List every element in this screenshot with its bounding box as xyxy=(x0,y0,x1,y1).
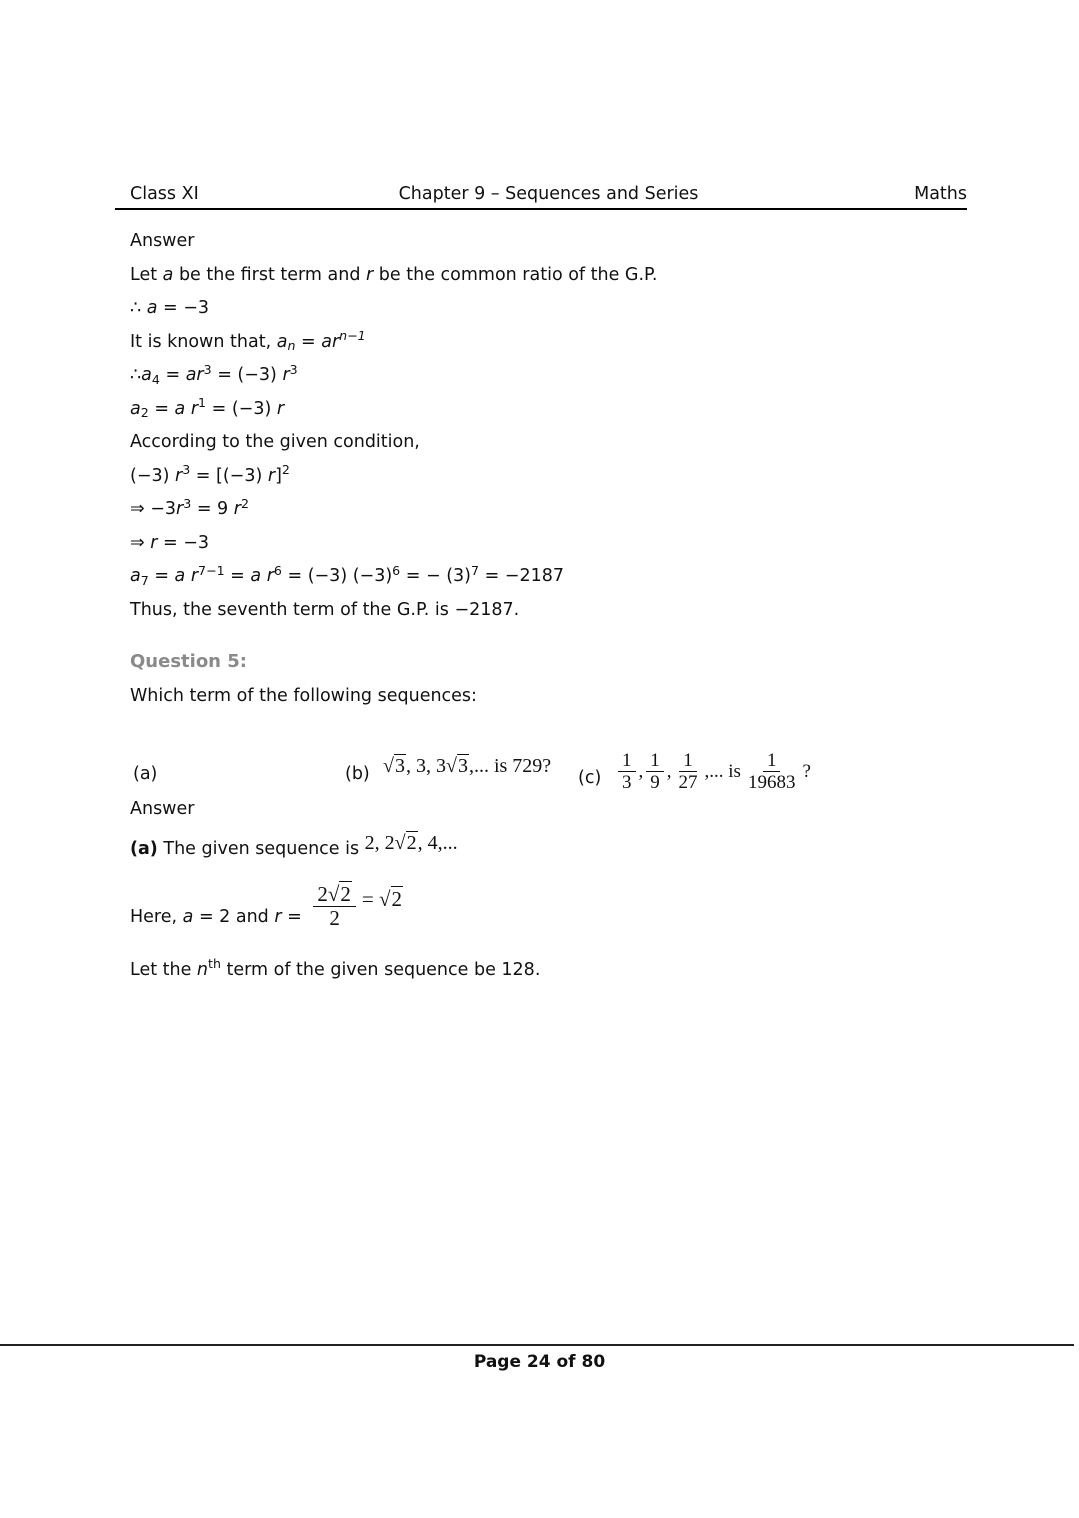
solution-line: ⇒ r = −3 xyxy=(130,532,210,553)
ratio-line: Here, a = 2 and r = $\frac{2√2}{2}$ = √2 xyxy=(130,881,403,931)
solution-line: $a_2 = a$ $r^1 = (-3)$ r xyxy=(130,395,285,421)
solution-line: Let a be the first term and r be the common ratio of the G.P. xyxy=(130,264,658,285)
header-chapter-title: Chapter 9 – Sequences and Series xyxy=(398,184,699,204)
solution-line: ∴ a = −3 xyxy=(130,298,210,318)
part-a-answer-line: (a) The given sequence is 2, 2√2, 4,... xyxy=(130,831,458,859)
part-label-c: (c) xyxy=(578,767,602,788)
page-number: Page 24 of 80 xyxy=(473,1352,606,1372)
footer-rule xyxy=(0,1344,1074,1346)
solution-conclusion: Thus, the seventh term of the G.P. is −2187. xyxy=(130,599,520,620)
solution-line: $\therefore a_4 = ar^3 = (-3)$ $r^3$ xyxy=(130,361,298,387)
question-heading: Question 5: xyxy=(130,650,247,672)
page-header xyxy=(115,184,967,210)
question-prompt: Which term of the following sequences: xyxy=(130,685,477,706)
header-class-label: Class XI xyxy=(130,184,199,204)
nth-term-line: Let the $n^{th}$ term of the given sequence be 128. xyxy=(130,956,541,980)
answer-heading: Answer xyxy=(130,798,195,819)
solution-line: $a_7 = a$ $r^{7-1} = a$ $r^6 = (-3) (-3)^6$ = − $(3)^7 = -2187$ xyxy=(130,562,565,588)
part-b-formula: √3, 3, 3√3,... is 729? xyxy=(383,754,552,777)
part-label-b: (b) xyxy=(345,763,370,784)
header-subject-label: Maths xyxy=(914,184,967,204)
page-content xyxy=(130,232,970,980)
solution-line: (−3) $r^3 = [(-3)$ r]$^2$ xyxy=(130,462,290,486)
solution-line: ⇒ $-3r^3 = 9$ $r^2$ xyxy=(130,495,249,519)
part-c-formula: $\frac{1}{3}$ , $\frac{1}{9}$ , $\frac{1}{27}$ ,... is $\frac{1}{19683}$ ? xyxy=(615,750,811,794)
part-label-a: (a) xyxy=(133,763,158,784)
question-parts-row xyxy=(130,712,970,792)
solution-line: It is known that, $a_n = ar^{n-1}$ xyxy=(130,328,366,354)
solution-line: According to the given condition, xyxy=(130,432,420,452)
answer-heading: Answer xyxy=(130,231,195,251)
